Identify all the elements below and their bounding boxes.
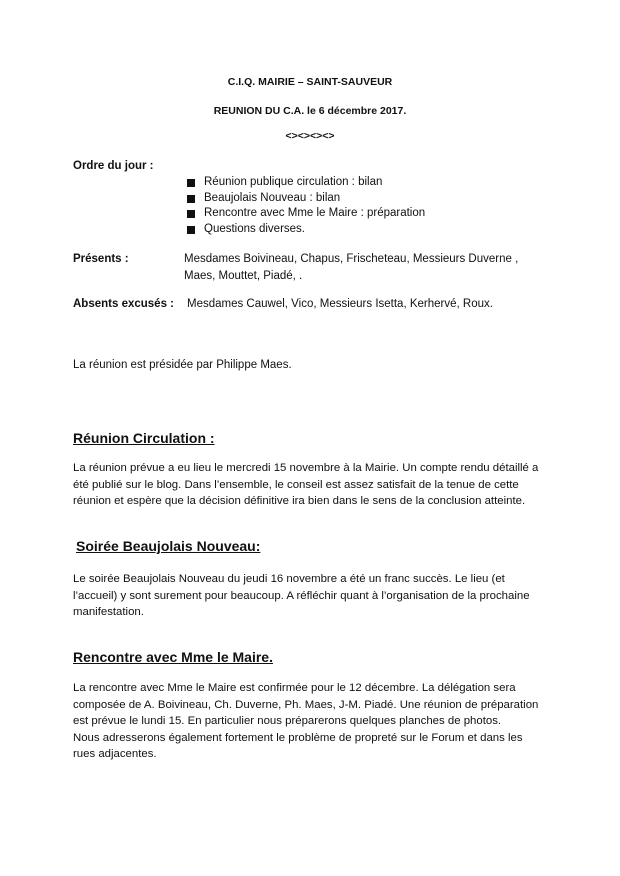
header-meeting: REUNION DU C.A. le 6 décembre 2017.: [213, 105, 407, 117]
section-body-beaujolais: Le soirée Beaujolais Nouveau du jeudi 16 novembre a été un franc succès. Le lieu (et l’accueil) y sont surement pour beaucoup. A réfléchir quant à l’organisation de la prochaine manifestation.: [73, 573, 530, 618]
agenda-item: Beaujolais Nouveau : bilan: [187, 191, 425, 207]
present-names-line2: Maes, Mouttet, Piadé, .: [184, 270, 303, 282]
presidency-text: La réunion est présidée par Philippe Maes.: [73, 359, 292, 371]
square-bullet-icon: [187, 226, 195, 234]
section-body-circulation: La réunion prévue a eu lieu le mercredi 15 novembre à la Mairie. Un compte rendu détaillé a été publié sur le blog. Dans l’ensemble, le conseil est assez satisfait de la tenue de cette réunion et espère que la décision définitive ira bien dans le sens de la conclusion atteinte.: [73, 462, 539, 507]
present-label: Présents :: [73, 253, 129, 265]
section-title-rencontre: Rencontre avec Mme le Maire.: [73, 649, 273, 665]
square-bullet-icon: [187, 179, 195, 187]
agenda-label: Ordre du jour :: [73, 160, 154, 172]
square-bullet-icon: [187, 195, 195, 203]
section-body-rencontre: La rencontre avec Mme le Maire est confirmée pour le 12 décembre. La délégation sera composée de A. Boivineau, Ch. Duverne, Ph. Maes, J-M. Piadé. Une réunion de préparation est prévue le lundi 15. En particulier nous préparerons quelques planches de photos. Nous adresserons également fortement le problème de propreté sur le Forum et dans les rues adjacentes.: [73, 682, 539, 760]
absent-names: Mesdames Cauwel, Vico, Messieurs Isetta, Kerhervé, Roux.: [187, 298, 493, 310]
square-bullet-icon: [187, 210, 195, 218]
header-separator: <><><><>: [285, 130, 335, 142]
section-title-circulation: Réunion Circulation :: [73, 430, 215, 446]
agenda-item: Réunion publique circulation : bilan: [187, 175, 425, 191]
section-title-beaujolais: Soirée Beaujolais Nouveau:: [76, 538, 261, 554]
present-names-line1: Mesdames Boivineau, Chapus, Frischeteau, Messieurs Duverne ,: [184, 253, 519, 265]
agenda-item: Rencontre avec Mme le Maire : préparation: [187, 206, 425, 222]
agenda-item: Questions diverses.: [187, 222, 425, 238]
agenda-list: [187, 175, 425, 237]
absent-label: Absents excusés :: [73, 298, 174, 310]
header-org: C.I.Q. MAIRIE – SAINT-SAUVEUR: [227, 76, 393, 88]
